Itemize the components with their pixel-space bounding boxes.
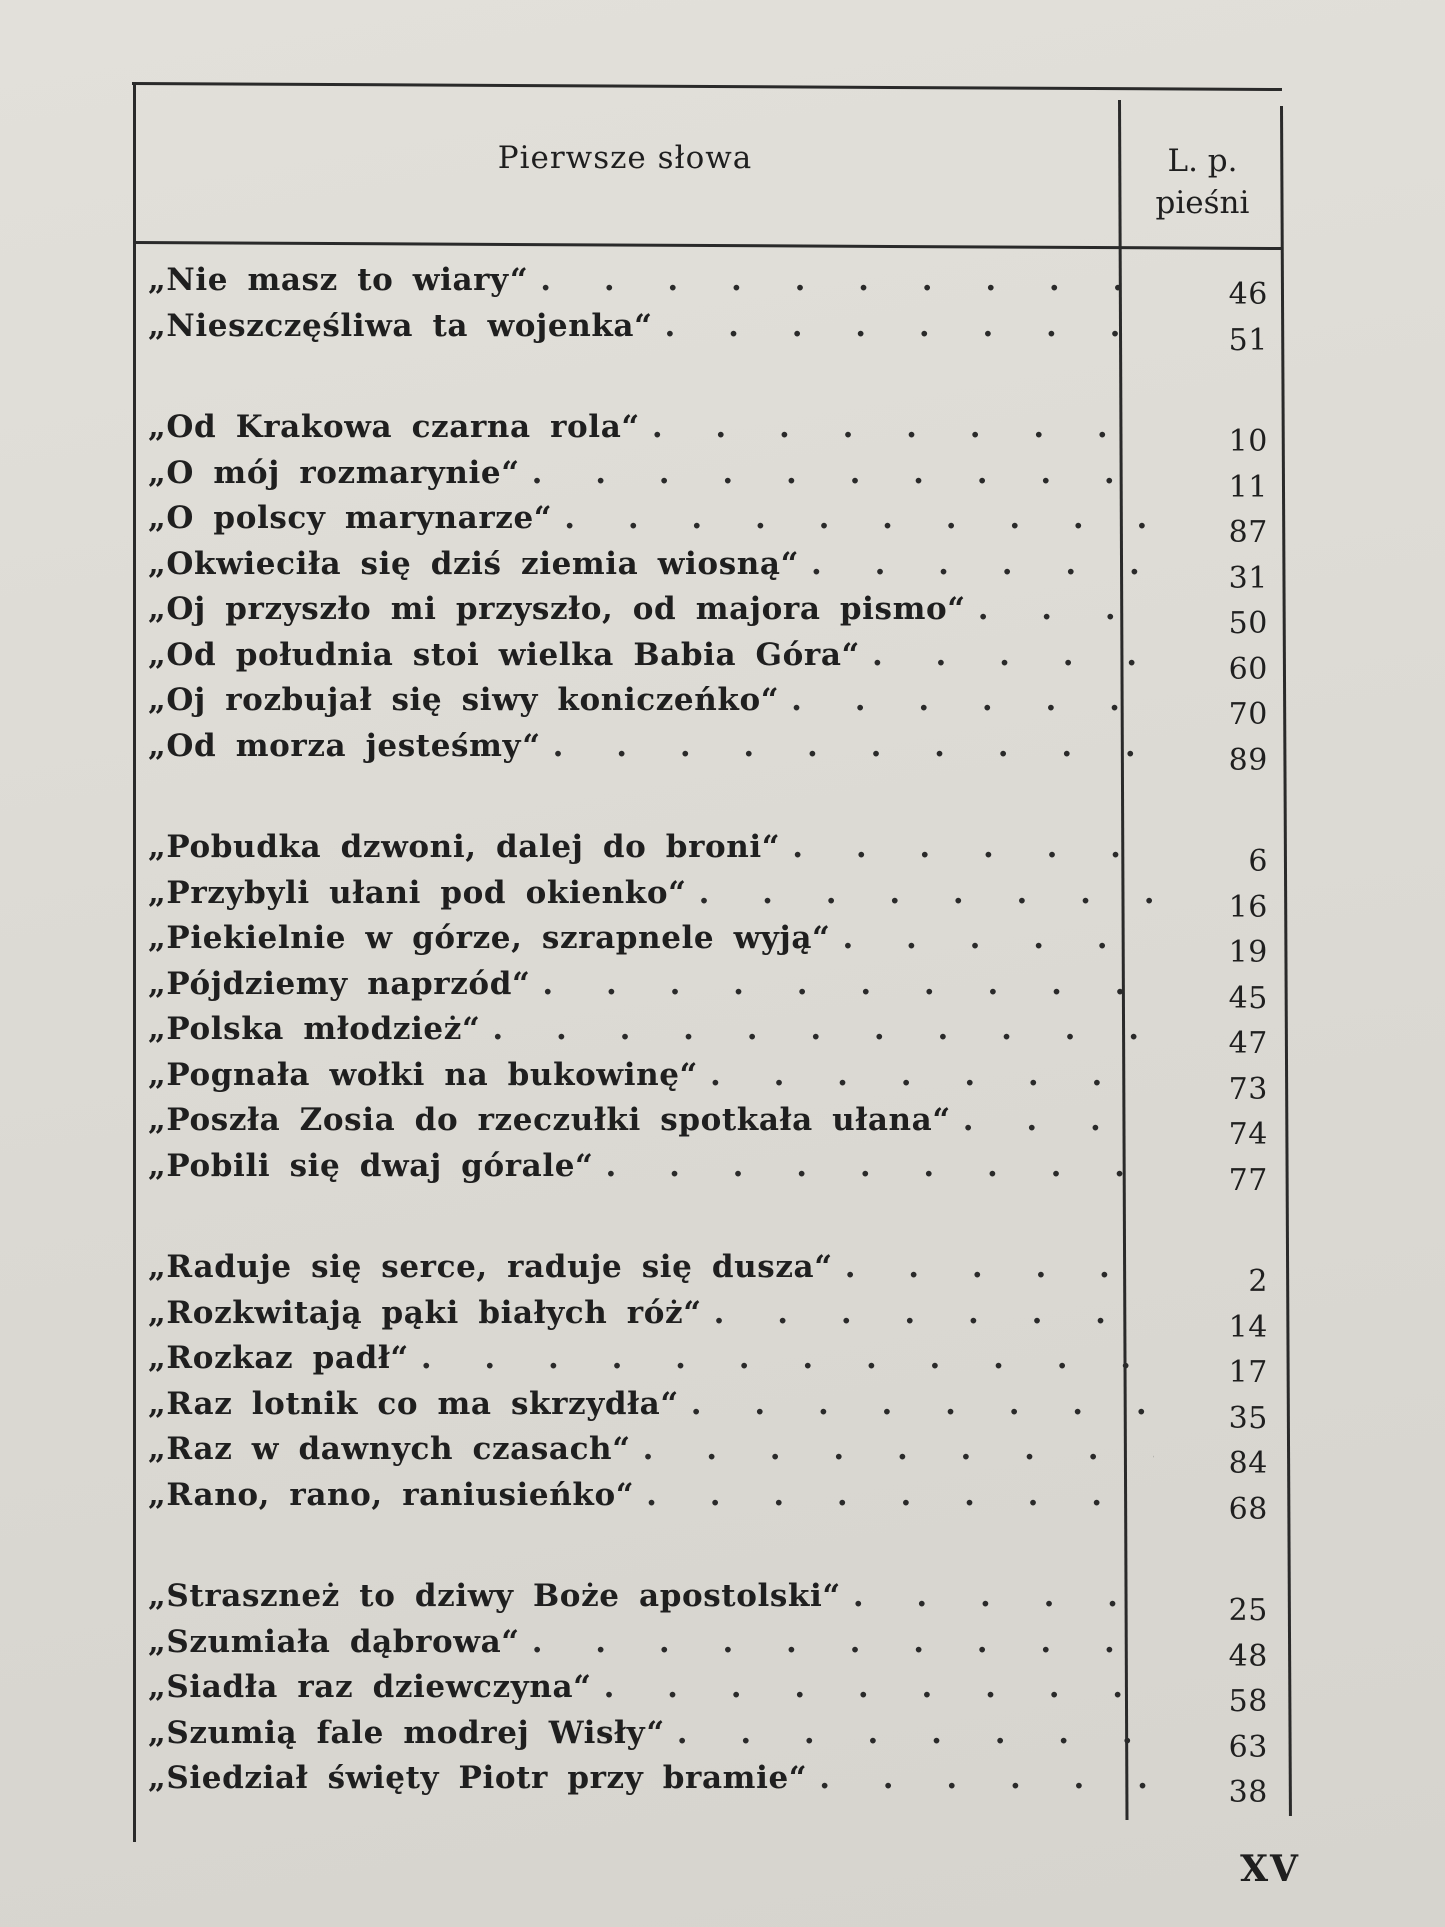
- list-item: [148, 682, 1298, 732]
- song-number: 77: [1228, 1162, 1268, 1198]
- song-first-words: „Rano, rano, raniusieńko“: [148, 1476, 635, 1513]
- dot-leader: [643, 1431, 1154, 1467]
- song-number: 68: [1228, 1491, 1268, 1527]
- dot-leader: [691, 1386, 1154, 1422]
- dot-leader: [604, 1669, 1154, 1705]
- song-first-words: „Raz lotnik co ma skrzydła“: [148, 1385, 679, 1422]
- list-item: [148, 1623, 1298, 1674]
- index-group-r: [148, 1249, 1298, 1527]
- dot-leader: [963, 1102, 1154, 1138]
- list-item: [148, 1011, 1298, 1061]
- song-number: 89: [1228, 742, 1268, 778]
- list-item: [148, 1714, 1298, 1765]
- song-first-words: „Od Krakowa czarna rola“: [148, 409, 640, 445]
- list-item: [148, 1294, 1298, 1345]
- song-first-words: „Szumią fale modrej Wisły“: [148, 1714, 665, 1751]
- song-first-words: „Szumiała dąbrowa“: [148, 1623, 520, 1660]
- dot-leader: [699, 875, 1154, 911]
- song-number: 50: [1228, 606, 1268, 641]
- song-first-words: „Od morza jesteśmy“: [148, 727, 541, 764]
- song-number: 19: [1228, 935, 1268, 970]
- song-number: 35: [1228, 1400, 1268, 1436]
- song-first-words: „Straszneż to dziwy Boże apostolski“: [148, 1578, 841, 1614]
- song-number: 74: [1228, 1117, 1268, 1152]
- list-item: [148, 500, 1298, 550]
- song-first-words: „Raduje się serce, raduje się dusza“: [148, 1249, 833, 1285]
- song-number: 84: [1228, 1446, 1268, 1481]
- list-item: [148, 1760, 1298, 1810]
- song-first-words: „Rozkwitają pąki białych róż“: [148, 1294, 702, 1331]
- song-first-words: „Pobili się dwaj górale“: [148, 1147, 594, 1184]
- list-item: [148, 1578, 1298, 1628]
- list-item: [148, 1147, 1298, 1198]
- song-number: 63: [1228, 1729, 1268, 1765]
- song-first-words: „Raz w dawnych czasach“: [148, 1431, 631, 1467]
- list-item: [148, 1056, 1298, 1107]
- song-first-words: „Pobudka dzwoni, dalej do broni“: [148, 829, 781, 865]
- column-header-first-words: Pierwsze słowa: [497, 140, 753, 176]
- song-first-words: „Rozkaz padł“: [148, 1340, 409, 1376]
- list-item: [148, 409, 1298, 459]
- dot-leader: [811, 546, 1154, 582]
- list-item: [148, 1249, 1298, 1299]
- song-first-words: „Piekielnie w górze, szrapnele wyją“: [148, 920, 831, 956]
- dot-leader: [542, 966, 1154, 1002]
- song-number: 51: [1228, 322, 1268, 358]
- song-first-words: „Okwieciła się dziś ziemia wiosną“: [148, 545, 800, 582]
- dot-leader: [564, 500, 1154, 536]
- song-number: 2: [1248, 1264, 1268, 1299]
- song-first-words: „Polska młodzież“: [148, 1011, 481, 1047]
- song-number: 87: [1228, 515, 1268, 550]
- song-first-words: „Pognała wołki na bukowinę“: [148, 1056, 698, 1093]
- dot-leader: [853, 1578, 1154, 1614]
- song-number: 16: [1228, 889, 1268, 925]
- dot-leader: [792, 829, 1154, 865]
- dot-leader: [553, 728, 1154, 764]
- song-first-words: „Nieszczęśliwa ta wojenka“: [148, 307, 653, 344]
- song-number: 48: [1228, 1638, 1268, 1674]
- list-item: [148, 920, 1298, 970]
- dot-leader: [677, 1715, 1154, 1751]
- song-number: 31: [1228, 560, 1268, 596]
- dot-leader: [652, 409, 1154, 445]
- song-index-list: [148, 262, 1298, 1862]
- list-item: [148, 1476, 1298, 1527]
- dot-leader: [714, 1295, 1154, 1331]
- index-group-s: [148, 1578, 1298, 1810]
- song-number: 58: [1228, 1684, 1268, 1719]
- list-item: [148, 1669, 1298, 1719]
- song-first-words: „Pójdziemy naprzód“: [148, 965, 531, 1002]
- song-number: 73: [1228, 1071, 1268, 1107]
- song-first-words: „Oj przyszło mi przyszło, od majora pismo“: [148, 591, 966, 627]
- song-number: 10: [1228, 424, 1268, 459]
- song-number: 70: [1228, 697, 1268, 732]
- index-group-p: [148, 829, 1298, 1198]
- dot-leader: [710, 1057, 1154, 1093]
- list-item: [148, 545, 1298, 596]
- song-first-words: „Nie masz to wiary“: [148, 262, 529, 298]
- column-header-song-number: [1120, 140, 1285, 224]
- list-item: [148, 1340, 1298, 1390]
- song-number: 46: [1228, 277, 1268, 312]
- dot-leader: [978, 591, 1154, 627]
- song-number: 45: [1228, 980, 1268, 1016]
- table-top-rule: [132, 82, 1282, 91]
- list-item: [148, 307, 1298, 358]
- song-number: 14: [1228, 1309, 1268, 1345]
- song-number: 11: [1228, 469, 1268, 505]
- list-item: [148, 1102, 1298, 1152]
- dot-leader: [532, 455, 1154, 491]
- song-first-words: „Siadła raz dziewczyna“: [148, 1669, 592, 1705]
- dot-leader: [540, 262, 1154, 298]
- song-first-words: „Oj rozbujał się siwy koniczeńko“: [148, 682, 780, 718]
- list-item: [148, 727, 1298, 778]
- list-item: [148, 1431, 1298, 1481]
- list-item: [148, 829, 1298, 879]
- song-first-words: „Poszła Zosia do rzeczułki spotkała ułana“: [148, 1102, 951, 1138]
- page-number: XV: [1240, 1848, 1300, 1890]
- dot-leader: [606, 1148, 1155, 1184]
- table-left-rule: [133, 82, 136, 1842]
- list-item: [148, 965, 1298, 1016]
- song-number: 17: [1228, 1355, 1268, 1390]
- list-item: [148, 262, 1298, 312]
- song-first-words: „O mój rozmarynie“: [148, 454, 520, 491]
- dot-leader: [791, 682, 1154, 718]
- list-item: [148, 874, 1298, 925]
- song-first-words: „Przybyli ułani pod okienko“: [148, 874, 687, 911]
- dot-leader: [872, 637, 1154, 673]
- dot-leader: [646, 1477, 1154, 1513]
- index-group-o: [148, 409, 1298, 778]
- list-item: [148, 1385, 1298, 1436]
- dot-leader: [665, 308, 1154, 344]
- dot-leader: [842, 920, 1154, 956]
- dot-leader: [819, 1760, 1154, 1796]
- song-number: 25: [1228, 1593, 1268, 1628]
- dot-leader: [845, 1249, 1154, 1285]
- dot-leader: [532, 1624, 1154, 1660]
- dot-leader: [421, 1340, 1154, 1376]
- song-number: 38: [1228, 1775, 1268, 1810]
- song-number: 47: [1228, 1026, 1268, 1061]
- column-header-lp-line2: pieśni: [1155, 185, 1250, 221]
- song-first-words: „O polscy marynarze“: [148, 500, 553, 536]
- index-group-n: [148, 262, 1298, 358]
- list-item: [148, 636, 1298, 687]
- header-bottom-rule: [134, 241, 1282, 250]
- song-number: 6: [1248, 844, 1268, 879]
- song-number: 60: [1228, 651, 1268, 687]
- song-first-words: „Od południa stoi wielka Babia Góra“: [148, 636, 860, 673]
- list-item: [148, 591, 1298, 641]
- list-item: [148, 454, 1298, 505]
- dot-leader: [492, 1011, 1154, 1047]
- song-first-words: „Siedział święty Piotr przy bramie“: [148, 1760, 808, 1796]
- column-header-lp-line1: L. p.: [1167, 143, 1238, 179]
